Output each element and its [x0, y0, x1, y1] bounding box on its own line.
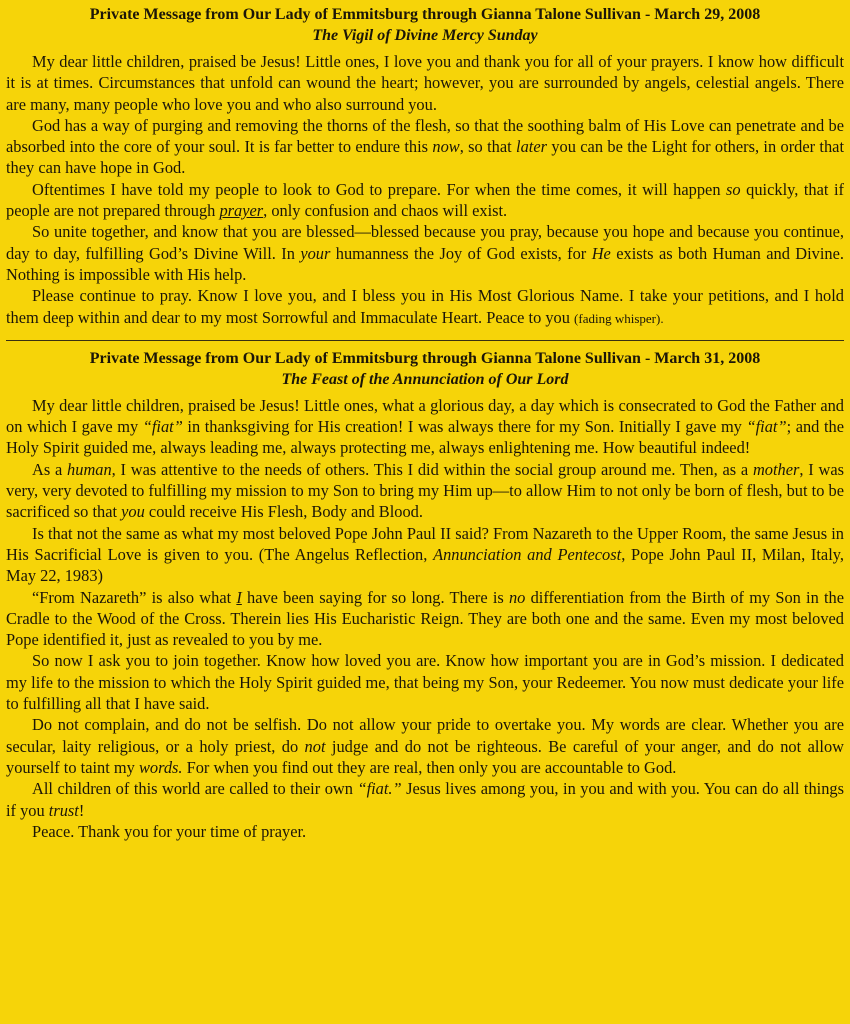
- message-march-29: [6, 4, 844, 329]
- paragraph: God has a way of purging and removing the thorns of the flesh, so that the soothing balm of His Love can penetrate and be absorbed into the core of your soul. It is far better to endure this now, so that later you can be the Light for others, in order that they can have hope in God.: [6, 115, 845, 178]
- paragraph: My dear little children, praised be Jesus! Little ones, I love you and thank you for all of your prayers. I know how difficult it is at times. Circumstances that unfold can wound the heart; however, you are surrounded by angels, celestial angels. There are many, many people who love you and who also surround you.: [6, 52, 844, 114]
- paragraph: So now I ask you to join together. Know how loved you are. Know how important you are in God’s mission. I dedicated my life to the mission to which the Holy Spirit guided me, that being my Son, your Redeemer. You now must dedicate your life to fulfilling all that I have said.: [6, 651, 844, 714]
- section-divider: [6, 340, 844, 341]
- paragraph: Peace. Thank you for your time of prayer.: [32, 821, 307, 841]
- paragraph: My dear little children, praised be Jesus! Little ones, what a glorious day, a day which is consecrated to God the Father and on which I gave my “fiat” in thanksgiving for His creation! I was always there for my Son. Initially I gave my “fiat”; and the Holy Spirit guided me, always leading me, always protecting me, always enlightening me. How beautiful indeed!: [6, 395, 844, 458]
- paragraph: “From Nazareth” is also what I have been saying for so long. There is no differentiation from the Birth of my Son in the Cradle to the Wood of the Cross. Therein lies His Eucharistic Reign. They are both one and the same. Even my most beloved Pope identified it, just as revealed to you by me.: [6, 587, 844, 650]
- paragraph: Please continue to pray. Know I love you, and I bless you in His Most Glorious Name. I take your petitions, and I hold them deep within and dear to my most Sorrowful and Immaculate Heart. Peace to you (fading whisper).: [6, 286, 844, 327]
- paragraph: Oftentimes I have told my people to look to God to prepare. For when the time comes, it will happen so quickly, that if people are not prepared through prayer, only confusion and chaos will exist.: [6, 179, 844, 221]
- message-header: Private Message from Our Lady of Emmitsburg through Gianna Talone Sullivan - March 31, 2008: [89, 349, 761, 367]
- message-header: Private Message from Our Lady of Emmitsburg through Gianna Talone Sullivan - March 29, 2008: [89, 6, 761, 23]
- paragraph: Do not complain, and do not be selfish. Do not allow your pride to overtake you. My words are clear. Whether you are secular, laity religious, or a holy priest, do not judge and do not be righteous. Be careful of your anger, and do not allow yourself to taint my words. For when you find out they are real, then only you are accountable to God.: [6, 715, 844, 777]
- message-subtitle: The Vigil of Divine Mercy Sunday: [312, 27, 538, 44]
- message-march-31: [6, 348, 844, 842]
- paragraph: So unite together, and know that you are blessed—blessed because you pray, because you hope and because you continue, day to day, fulfilling God’s Divine Will. In your humanness the Joy of God exists, for He exists as both Human and Divine. Nothing is impossible with His help.: [6, 222, 844, 284]
- paragraph: As a human, I was attentive to the needs of others. This I did within the social group around me. Then, as a mother, I was very, very devoted to fulfilling my mission to my Son to bring my Him up—to allow Him to not only be born of flesh, but to be sacrificed so that you could receive His Flesh, Body and Blood.: [6, 459, 844, 522]
- paragraph: Is that not the same as what my most beloved Pope John Paul II said? From Nazareth to the Upper Room, the same Jesus in His Sacrificial Love is given to you. (The Angelus Reflection, Annunciation and Pentecost, Pope John Paul II, Milan, Italy, May 22, 1983): [6, 523, 844, 586]
- message-subtitle: The Feast of the Annunciation of Our Lord: [281, 370, 569, 388]
- paragraph: All children of this world are called to their own “fiat.” Jesus lives among you, in you and with you. You can do all things if you trust!: [6, 779, 844, 820]
